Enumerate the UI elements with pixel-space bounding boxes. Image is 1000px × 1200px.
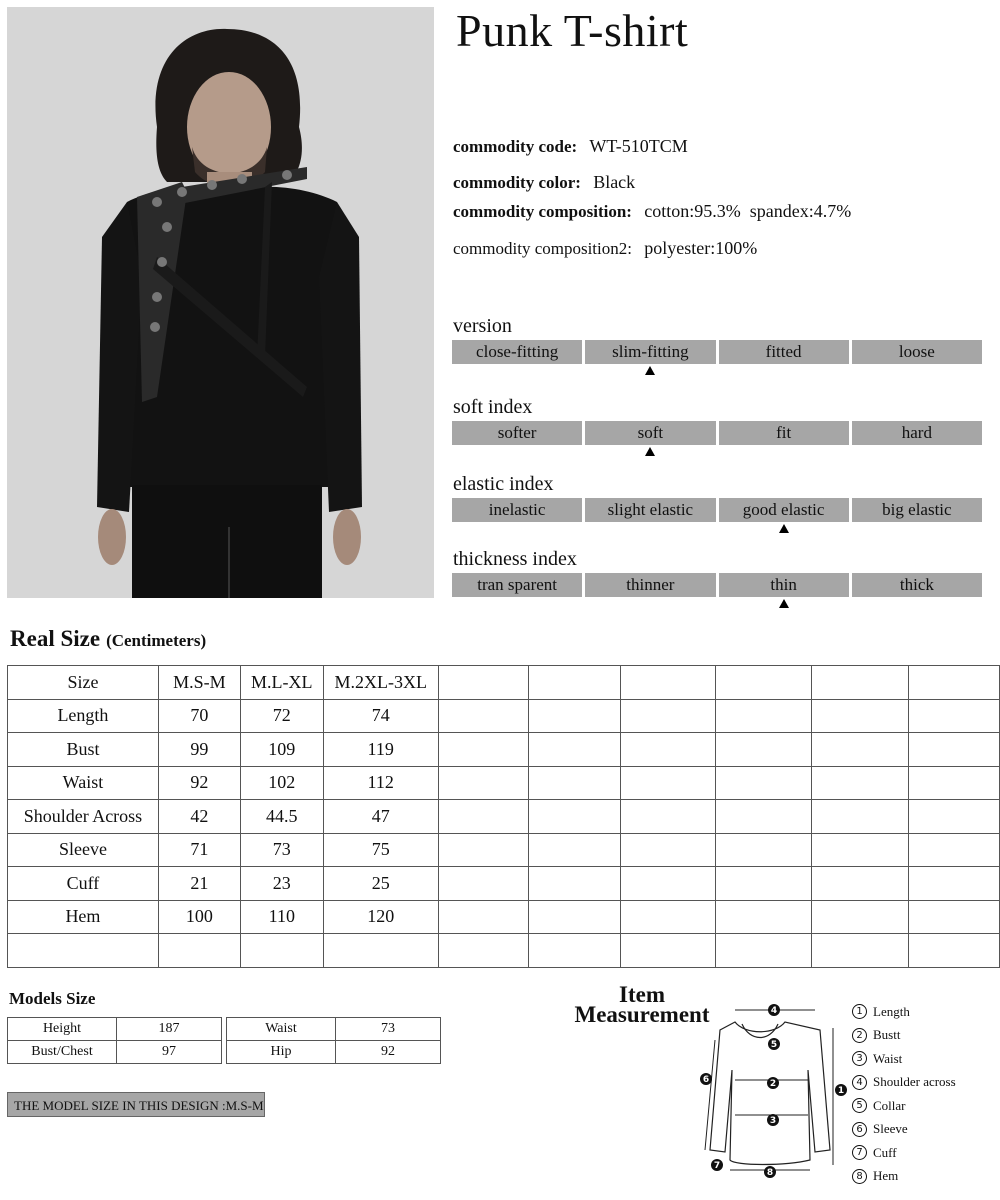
soft-index-label: soft index — [453, 396, 533, 418]
size-cell — [716, 900, 812, 934]
marker-8: 8 — [766, 1168, 774, 1178]
size-row-label: Sleeve — [8, 833, 159, 867]
commodity-composition-row — [453, 201, 851, 222]
legend-item — [852, 1071, 956, 1095]
size-cell — [812, 699, 909, 733]
elastic-index-bar — [452, 498, 982, 522]
size-cell — [909, 833, 1000, 867]
size-cell — [621, 900, 716, 934]
marker-5: 5 — [770, 1040, 778, 1050]
commodity-composition-value: cotton:95.3% spandex:4.7% — [644, 201, 852, 221]
thickness-index-option-selected: thin — [719, 573, 849, 597]
table-row — [8, 1041, 222, 1064]
size-cell — [716, 666, 812, 700]
marker-7: 7 — [713, 1161, 721, 1171]
size-cell — [528, 699, 621, 733]
size-cell — [621, 800, 716, 834]
version-label: version — [453, 315, 512, 337]
commodity-composition2-value: polyester:100% — [644, 238, 758, 258]
table-row — [8, 833, 1000, 867]
legend-label: Shoulder across — [873, 1074, 956, 1090]
marker-4: 4 — [770, 1006, 778, 1016]
commodity-composition2-label: commodity composition2: — [453, 239, 632, 258]
size-cell — [909, 934, 1000, 968]
size-cell: 100 — [158, 900, 240, 934]
size-cell: 23 — [240, 867, 323, 901]
size-cell: 25 — [323, 867, 438, 901]
size-cell — [438, 800, 528, 834]
commodity-code-value: WT-510TCM — [589, 136, 688, 156]
size-cell — [812, 934, 909, 968]
commodity-code-label: commodity code: — [453, 137, 578, 156]
selected-marker-icon — [779, 599, 789, 608]
size-row-label: Hem — [8, 900, 159, 934]
table-row — [8, 867, 1000, 901]
legend-number: 1 — [852, 1004, 867, 1019]
size-cell — [621, 666, 716, 700]
commodity-composition2-row — [453, 238, 757, 259]
size-cell: 71 — [158, 833, 240, 867]
size-cell: 120 — [323, 900, 438, 934]
legend-item — [852, 1141, 956, 1165]
size-cell — [909, 867, 1000, 901]
table-row — [227, 1041, 441, 1064]
elastic-index-label: elastic index — [453, 473, 554, 495]
version-option: loose — [852, 340, 982, 364]
table-row — [8, 800, 1000, 834]
size-row-label: Bust — [8, 733, 159, 767]
size-cell — [528, 733, 621, 767]
size-cell — [812, 800, 909, 834]
legend-item — [852, 1047, 956, 1071]
size-cell — [438, 766, 528, 800]
size-row-label: Waist — [8, 766, 159, 800]
size-cell: 47 — [323, 800, 438, 834]
legend-label: Length — [873, 1003, 910, 1019]
size-cell — [812, 733, 909, 767]
shirt-measurement-diagram — [690, 1000, 850, 1185]
legend-number: 3 — [852, 1051, 867, 1066]
size-cell — [323, 934, 438, 968]
size-cell — [438, 900, 528, 934]
size-cell — [240, 934, 323, 968]
model-attr-value: 73 — [336, 1018, 441, 1041]
size-cell — [528, 766, 621, 800]
size-cell: 112 — [323, 766, 438, 800]
size-cell: 44.5 — [240, 800, 323, 834]
size-cell — [438, 934, 528, 968]
size-cell: 74 — [323, 699, 438, 733]
size-cell — [621, 833, 716, 867]
elastic-index-option: big elastic — [852, 498, 982, 522]
size-cell: M.S-M — [158, 666, 240, 700]
models-size-title: Models Size — [9, 989, 96, 1008]
size-cell — [812, 833, 909, 867]
size-cell — [158, 934, 240, 968]
size-cell — [716, 934, 812, 968]
size-cell — [528, 934, 621, 968]
marker-2: 2 — [769, 1079, 777, 1089]
commodity-code-row — [453, 136, 688, 157]
marker-3: 3 — [769, 1116, 777, 1126]
soft-index-option: softer — [452, 421, 582, 445]
legend-label: Bustt — [873, 1027, 901, 1043]
thickness-index-option: thinner — [585, 573, 715, 597]
size-cell — [812, 867, 909, 901]
commodity-color-row — [453, 172, 635, 193]
size-table-header — [8, 666, 1000, 700]
soft-index-option: hard — [852, 421, 982, 445]
selected-marker-icon — [645, 366, 655, 375]
size-table — [7, 665, 1000, 968]
legend-label: Cuff — [873, 1144, 897, 1160]
models-size-table-right — [226, 1017, 441, 1064]
model-attr-value: 187 — [117, 1018, 222, 1041]
elastic-index-option-selected: good elastic — [719, 498, 849, 522]
size-cell: M.2XL-3XL — [323, 666, 438, 700]
legend-item — [852, 1094, 956, 1118]
legend-item — [852, 1118, 956, 1142]
table-row — [227, 1018, 441, 1041]
model-attr-label: Waist — [227, 1018, 336, 1041]
size-cell: 42 — [158, 800, 240, 834]
size-cell — [812, 666, 909, 700]
size-cell — [909, 800, 1000, 834]
size-row-label — [8, 934, 159, 968]
size-row-label: Shoulder Across — [8, 800, 159, 834]
size-cell — [716, 800, 812, 834]
size-cell — [528, 900, 621, 934]
size-cell: 73 — [240, 833, 323, 867]
thickness-index-label: thickness index — [453, 548, 577, 570]
size-cell — [716, 766, 812, 800]
size-cell: 75 — [323, 833, 438, 867]
item-measurement-title: Item Measurement — [574, 982, 710, 1027]
size-cell — [716, 733, 812, 767]
legend-item — [852, 1165, 956, 1189]
size-row-label: Size — [8, 666, 159, 700]
legend-label: Hem — [873, 1168, 899, 1184]
size-cell: 109 — [240, 733, 323, 767]
model-attr-label: Bust/Chest — [8, 1041, 117, 1064]
legend-number: 8 — [852, 1169, 867, 1184]
model-attr-value: 92 — [336, 1041, 441, 1064]
size-cell: 92 — [158, 766, 240, 800]
selected-marker-icon — [645, 447, 655, 456]
size-cell — [528, 800, 621, 834]
size-cell — [909, 699, 1000, 733]
size-cell — [528, 666, 621, 700]
real-size-title: Real Size (Centimeters) — [10, 626, 207, 651]
model-size-note: THE MODEL SIZE IN THIS DESIGN :M.S-M — [7, 1092, 265, 1117]
size-row-label: Length — [8, 699, 159, 733]
size-cell: 99 — [158, 733, 240, 767]
size-cell — [716, 833, 812, 867]
size-cell — [716, 699, 812, 733]
size-cell: 102 — [240, 766, 323, 800]
models-size-table-left — [7, 1017, 222, 1064]
size-cell — [621, 867, 716, 901]
legend-number: 7 — [852, 1145, 867, 1160]
thickness-index-option: tran sparent — [452, 573, 582, 597]
size-cell — [438, 833, 528, 867]
measurement-legend — [852, 1000, 956, 1188]
size-cell: M.L-XL — [240, 666, 323, 700]
size-cell — [621, 934, 716, 968]
model-attr-value: 97 — [117, 1041, 222, 1064]
legend-number: 6 — [852, 1122, 867, 1137]
selected-marker-icon — [779, 524, 789, 533]
table-row — [8, 934, 1000, 968]
size-cell — [621, 733, 716, 767]
table-row — [8, 733, 1000, 767]
table-row — [8, 699, 1000, 733]
size-cell — [438, 699, 528, 733]
size-cell — [812, 900, 909, 934]
size-cell — [621, 766, 716, 800]
commodity-composition-label: commodity composition: — [453, 202, 632, 221]
table-row — [8, 766, 1000, 800]
elastic-index-option: slight elastic — [585, 498, 715, 522]
size-cell — [438, 666, 528, 700]
size-cell: 21 — [158, 867, 240, 901]
size-cell — [909, 733, 1000, 767]
size-cell — [716, 867, 812, 901]
marker-6: 6 — [702, 1075, 710, 1085]
size-cell — [621, 699, 716, 733]
product-title: Punk T-shirt — [456, 5, 689, 56]
size-cell — [812, 766, 909, 800]
legend-number: 4 — [852, 1075, 867, 1090]
model-attr-label: Hip — [227, 1041, 336, 1064]
soft-index-option-selected: soft — [585, 421, 715, 445]
size-cell — [909, 666, 1000, 700]
version-option-selected: slim-fitting — [585, 340, 715, 364]
legend-label: Waist — [873, 1050, 903, 1066]
size-cell: 110 — [240, 900, 323, 934]
legend-label: Sleeve — [873, 1121, 908, 1137]
size-cell — [909, 766, 1000, 800]
size-cell: 70 — [158, 699, 240, 733]
commodity-color-value: Black — [593, 172, 636, 192]
table-row — [8, 1018, 222, 1041]
product-photo — [7, 7, 434, 598]
legend-item — [852, 1000, 956, 1024]
size-cell: 119 — [323, 733, 438, 767]
size-cell: 72 — [240, 699, 323, 733]
soft-index-bar — [452, 421, 982, 445]
size-cell — [528, 833, 621, 867]
legend-label: Collar — [873, 1097, 906, 1113]
legend-item — [852, 1024, 956, 1048]
thickness-index-option: thick — [852, 573, 982, 597]
size-row-label: Cuff — [8, 867, 159, 901]
soft-index-option: fit — [719, 421, 849, 445]
size-cell — [909, 900, 1000, 934]
elastic-index-option: inelastic — [452, 498, 582, 522]
legend-number: 5 — [852, 1098, 867, 1113]
size-cell — [528, 867, 621, 901]
size-cell — [438, 867, 528, 901]
thickness-index-bar — [452, 573, 982, 597]
version-bar — [452, 340, 982, 364]
table-row — [8, 900, 1000, 934]
version-option: fitted — [719, 340, 849, 364]
model-attr-label: Height — [8, 1018, 117, 1041]
size-cell — [438, 733, 528, 767]
marker-1: 1 — [837, 1086, 845, 1096]
commodity-color-label: commodity color: — [453, 173, 581, 192]
version-option: close-fitting — [452, 340, 582, 364]
legend-number: 2 — [852, 1028, 867, 1043]
